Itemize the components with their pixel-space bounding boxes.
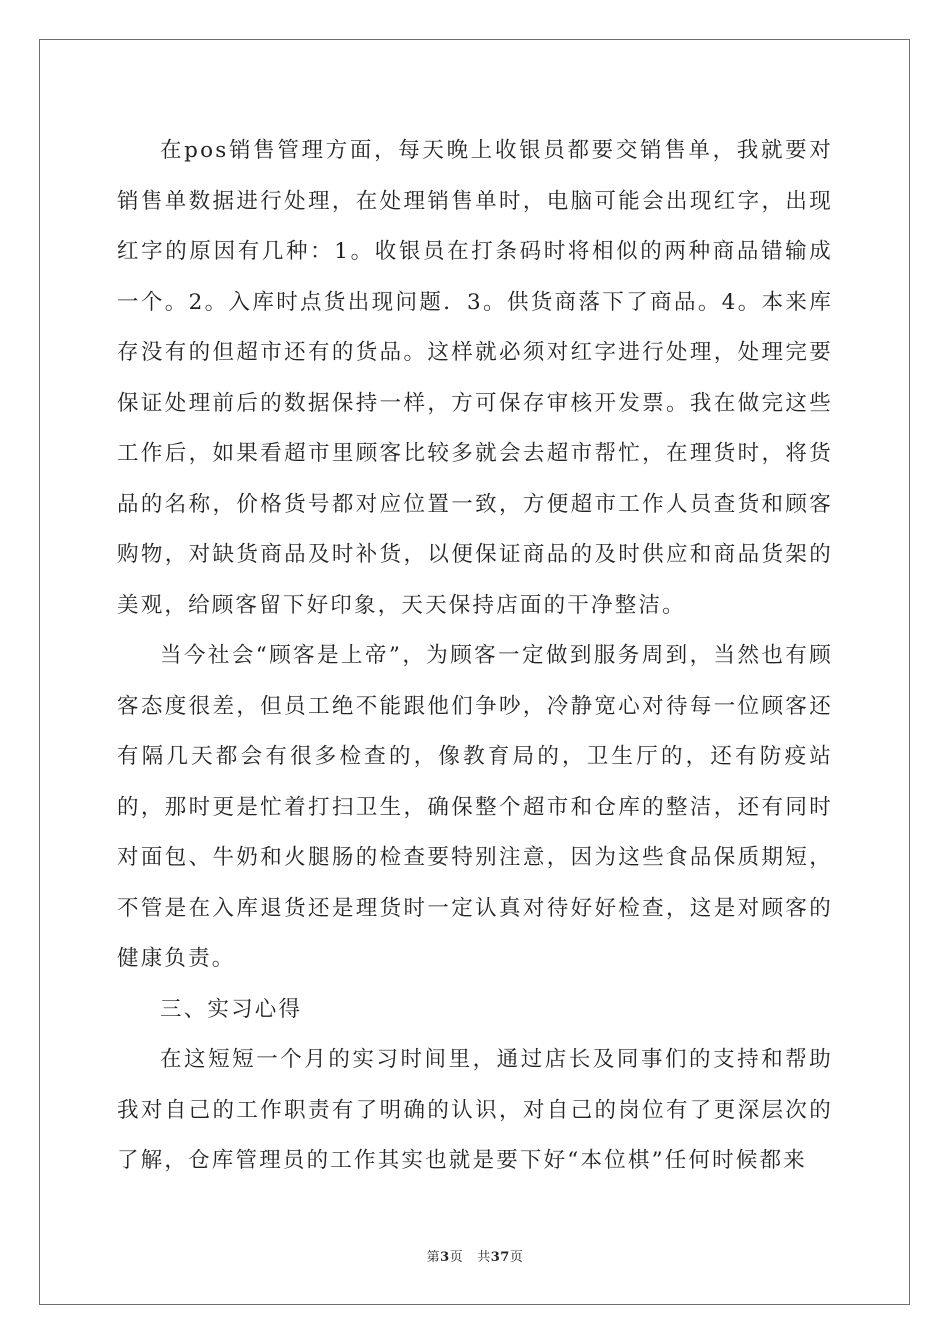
page-number: 3 xyxy=(440,1250,450,1265)
section-heading: 三、实习心得 xyxy=(160,996,303,1022)
total-prefix: 共 xyxy=(477,1250,491,1265)
paragraph-pos-sales: 在pos销售管理方面，每天晚上收银员都要交销售单，我就要对销售单数据进行处理，在处理销售单时，电脑可能会出现红字，出现红字的原因有几种：1。收银员在打条码时将相似的两种商品错输成一个。2。入库时点货出现问题．3。供货商落下了商品。4。本来库存没有的但超市还有的货品。这样就必须对红字进行处理，处理完要保证处理前后的数据保持一样，方可保存审核开发票。我在做完这些工作后，如果看超市里顾客比较多就会去超市帮忙，在理货时，将货品的名称，价格货号都对应位置一致，方便超市工作人员查货和顾客购物，对缺货商品及时补货，以便保证商品的及时供应和商品货架的美观，给顾客留下好印象，天天保持店面的干净整洁。 xyxy=(117,138,833,618)
total-suffix: 页 xyxy=(509,1250,524,1265)
paragraph-internship-reflection: 在这短短一个月的实习时间里，通过店长及同事们的支持和帮助我对自己的工作职责有了明确的认识，对自己的岗位有了更深层次的了解，仓库管理员的工作其实也就是要下好“本位棋”任何时候都来 xyxy=(117,1047,833,1173)
page-footer xyxy=(0,1246,950,1265)
page-suffix: 页 xyxy=(449,1250,464,1265)
document-body xyxy=(117,126,833,1187)
paragraph-customer-service: 当今社会“顾客是上帝”，为顾客一定做到服务周到，当然也有顾客态度很差，但员工绝不能跟他们争吵，冷静宽心对待每一位顾客还有隔几天都会有很多检查的，像教育局的，卫生厅的，还有防疫站的，那时更是忙着打扫卫生，确保整个超市和仓库的整洁，还有同时对面包、牛奶和火腿肠的检查要特别注意，因为这些食品保质期短，不管是在入库退货还是理货时一定认真对待好好检查，这是对顾客的健康负责。 xyxy=(117,643,833,971)
page-prefix: 第 xyxy=(426,1250,441,1265)
total-pages: 37 xyxy=(490,1250,510,1265)
